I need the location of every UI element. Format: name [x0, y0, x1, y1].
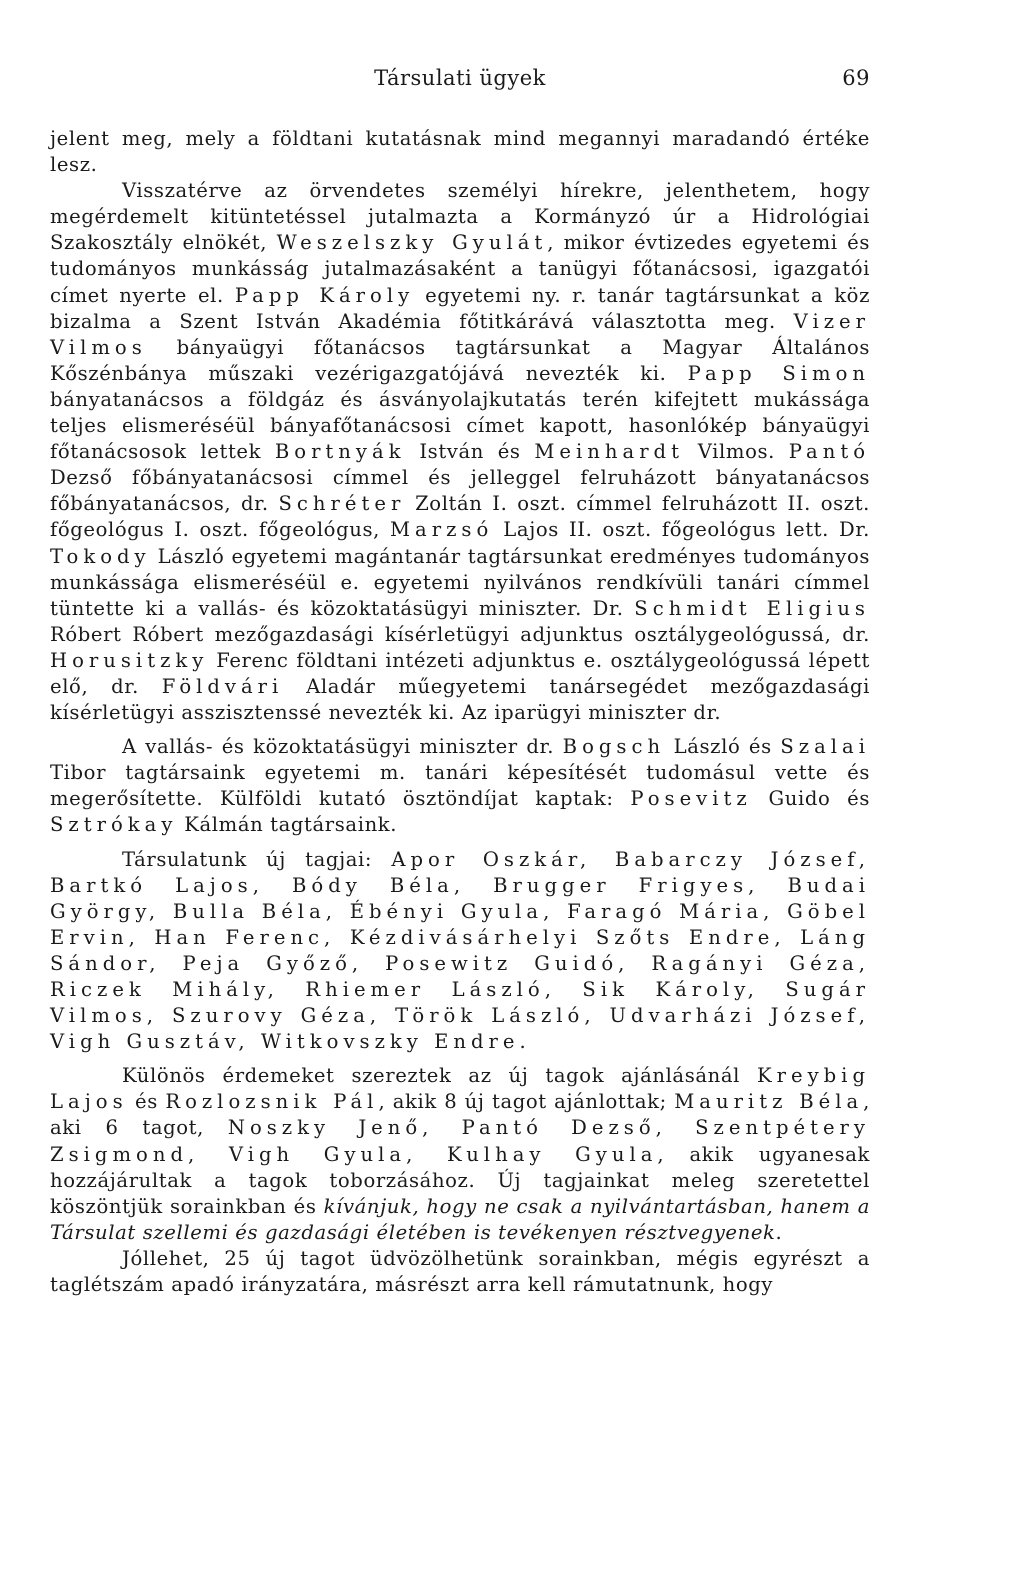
running-header	[50, 66, 870, 98]
person-name: Bogsch	[562, 735, 666, 759]
person-name: Bortnyák	[274, 440, 406, 464]
person-name: Noszky Jenő, Pantó Dezső, Szentpétery Zsigmond, Vigh Gyula, Kulhay Gyula	[50, 1116, 870, 1166]
person-name: Schréter	[278, 492, 406, 516]
new-members-list: Apor Oszkár, Babarczy József, Bartkó Lajos, Bódy Béla, Brugger Frigyes, Budai György, Bulla Béla, Ébényi Gyula, Faragó Mária, Göbel Ervin, Han Ferenc, Kézdivásárhelyi Szőts Endre, Láng Sándor, Peja Győző, Posewitz Guidó, Ragányi Géza, Riczek Mihály, Rhiemer László, Sik Károly, Sugár Vilmos, Szurovy Géza, Török László, Udvarházi József, Vigh Gusztáv, Witkovszky Endre	[50, 847, 870, 1054]
person-name: Mauritz Béla	[674, 1090, 864, 1114]
running-title: Társulati ügyek	[374, 66, 546, 90]
person-name: Rozlozsnik Pál	[165, 1090, 379, 1114]
person-name: Kreybig Lajos	[50, 1064, 870, 1114]
italic-wish: kívánjuk, hogy ne csak a nyilvántartásban, hanem a Társulat szellemi és gazdasági életében is tevékenyen résztvegyenek	[50, 1194, 870, 1244]
person-name: Papp Simon	[687, 361, 871, 385]
person-name: Sztrókay	[50, 813, 178, 837]
person-name: Papp Károly	[234, 283, 415, 307]
person-name: Horusitzky	[50, 648, 209, 672]
person-name: Posevitz	[630, 787, 752, 811]
page-number: 69	[842, 66, 870, 90]
person-name: Szalai	[780, 735, 870, 759]
person-name: Meinhardt	[534, 440, 684, 464]
person-name: Pantó	[788, 440, 870, 464]
text-body	[50, 126, 870, 1298]
paragraph-3: A vallás- és közoktatásügyi miniszter dr. Bogsch László és Szalai Tibor tagtársaink egyetemi m. tanári képesítését tudomásul vette és megerősítette. Külföldi kutató ösztöndíjat kaptak: Posevitz Guido és Sztrókay Kálmán tagtársaink.	[50, 735, 870, 837]
person-name: Marzsó	[389, 518, 494, 542]
person-name: Schmidt Eligius	[634, 596, 870, 620]
paragraph-6: Jóllehet, 25 új tagot üdvözölhetünk sorainkban, mégis egyrészt a taglétszám apadó irányzatára, másrészt arra kell rámutatnunk, hogy	[50, 1246, 870, 1297]
person-name: Vizer Vilmos	[50, 309, 870, 359]
paragraph-4: Társulatunk új tagjai: Apor Oszkár, Babarczy József, Bartkó Lajos, Bódy Béla, Brugger Frigyes, Budai György, Bulla Béla, Ébényi Gyula, Faragó Mária, Göbel Ervin, Han Ferenc, Kézdivásárhelyi Szőts Endre, Láng Sándor, Peja Győző, Posewitz Guidó, Ragányi Géza, Riczek Mihály, Rhiemer László, Sik Károly, Sugár Vilmos, Szurovy Géza, Török László, Udvarházi József, Vigh Gusztáv, Witkovszky Endre.	[50, 847, 870, 1054]
person-name: Földvári	[161, 674, 284, 698]
paragraph-5: Különös érdemeket szereztek az új tagok ajánlásánál Kreybig Lajos és Rozlozsnik Pál, akik 8 új tagot ajánlottak; Mauritz Béla, aki 6 tagot, Noszky Jenő, Pantó Dezső, Szentpétery Zsigmond, Vigh Gyula, Kulhay Gyula, akik ugyanesak hozzájárultak a tagok toborzásához. Új tagjainkat meleg szeretettel köszöntjük sorainkban és kívánjuk, hogy ne csak a nyilvántartásban, hanem a Társulat szellemi és gazdasági életében is tevékenyen résztvegyenek.	[50, 1064, 870, 1244]
paragraph-2: Visszatérve az örvendetes személyi hírekre, jelenthetem, hogy megérdemelt kitüntetéssel jutalmazta a Kormányzó úr a Hidrológiai Szakosztály elnökét, Weszelszky Gyulát, mikor évtizedes egyetemi és tudományos munkásság jutalmazásaként a tanügyi főtanácsosi, igazgatói címet nyerte el. Papp Károly egyetemi ny. r. tanár tagtársunkat a köz bizalma a Szent István Akadémia főtitkárává választotta meg. Vizer Vilmos bányaügyi főtanácsos tagtársunkat a Magyar Általános Kőszénbánya műszaki vezérigazgatójává nevezték ki. Papp Simon bányatanácsos a földgáz és ásványolajkutatás terén kifejtett mukássága teljes elismeréséül bányafőtanácsosi címet kapott, hasonlókép bányaügyi főtanácsosok lettek Bortnyák István és Meinhardt Vilmos. Pantó Dezső főbányatanácsosi címmel és jelleggel felruházott bányatanácsos főbányatanácsos, dr. Schréter Zoltán I. oszt. címmel felruházott II. oszt. főgeológus I. oszt. főgeológus, Marzsó Lajos II. oszt. főgeológus lett. Dr. Tokody László egyetemi magántanár tagtársunkat eredményes tudományos munkássága elismeréséül e. egyetemi nyilvános rendkívüli tanári címmel tüntette ki a vallás- és közoktatásügyi miniszter. Dr. Schmidt Eligius Róbert Róbert mezőgazdasági kísérletügyi adjunktus osztálygeológussá, dr. Horusitzky Ferenc földtani intézeti adjunktus e. osztálygeológussá lépett elő, dr. Földvári Aladár műegyetemi tanársegédet mezőgazdasági kísérletügyi asszisztenssé nevezték ki. Az iparügyi miniszter dr.	[50, 179, 871, 725]
paragraph-1: jelent meg, mely a földtani kutatásnak mind megannyi maradandó értéke lesz.	[50, 127, 870, 177]
person-name: Tokody	[50, 544, 151, 568]
person-name: Weszelszky Gyulát	[276, 231, 548, 255]
